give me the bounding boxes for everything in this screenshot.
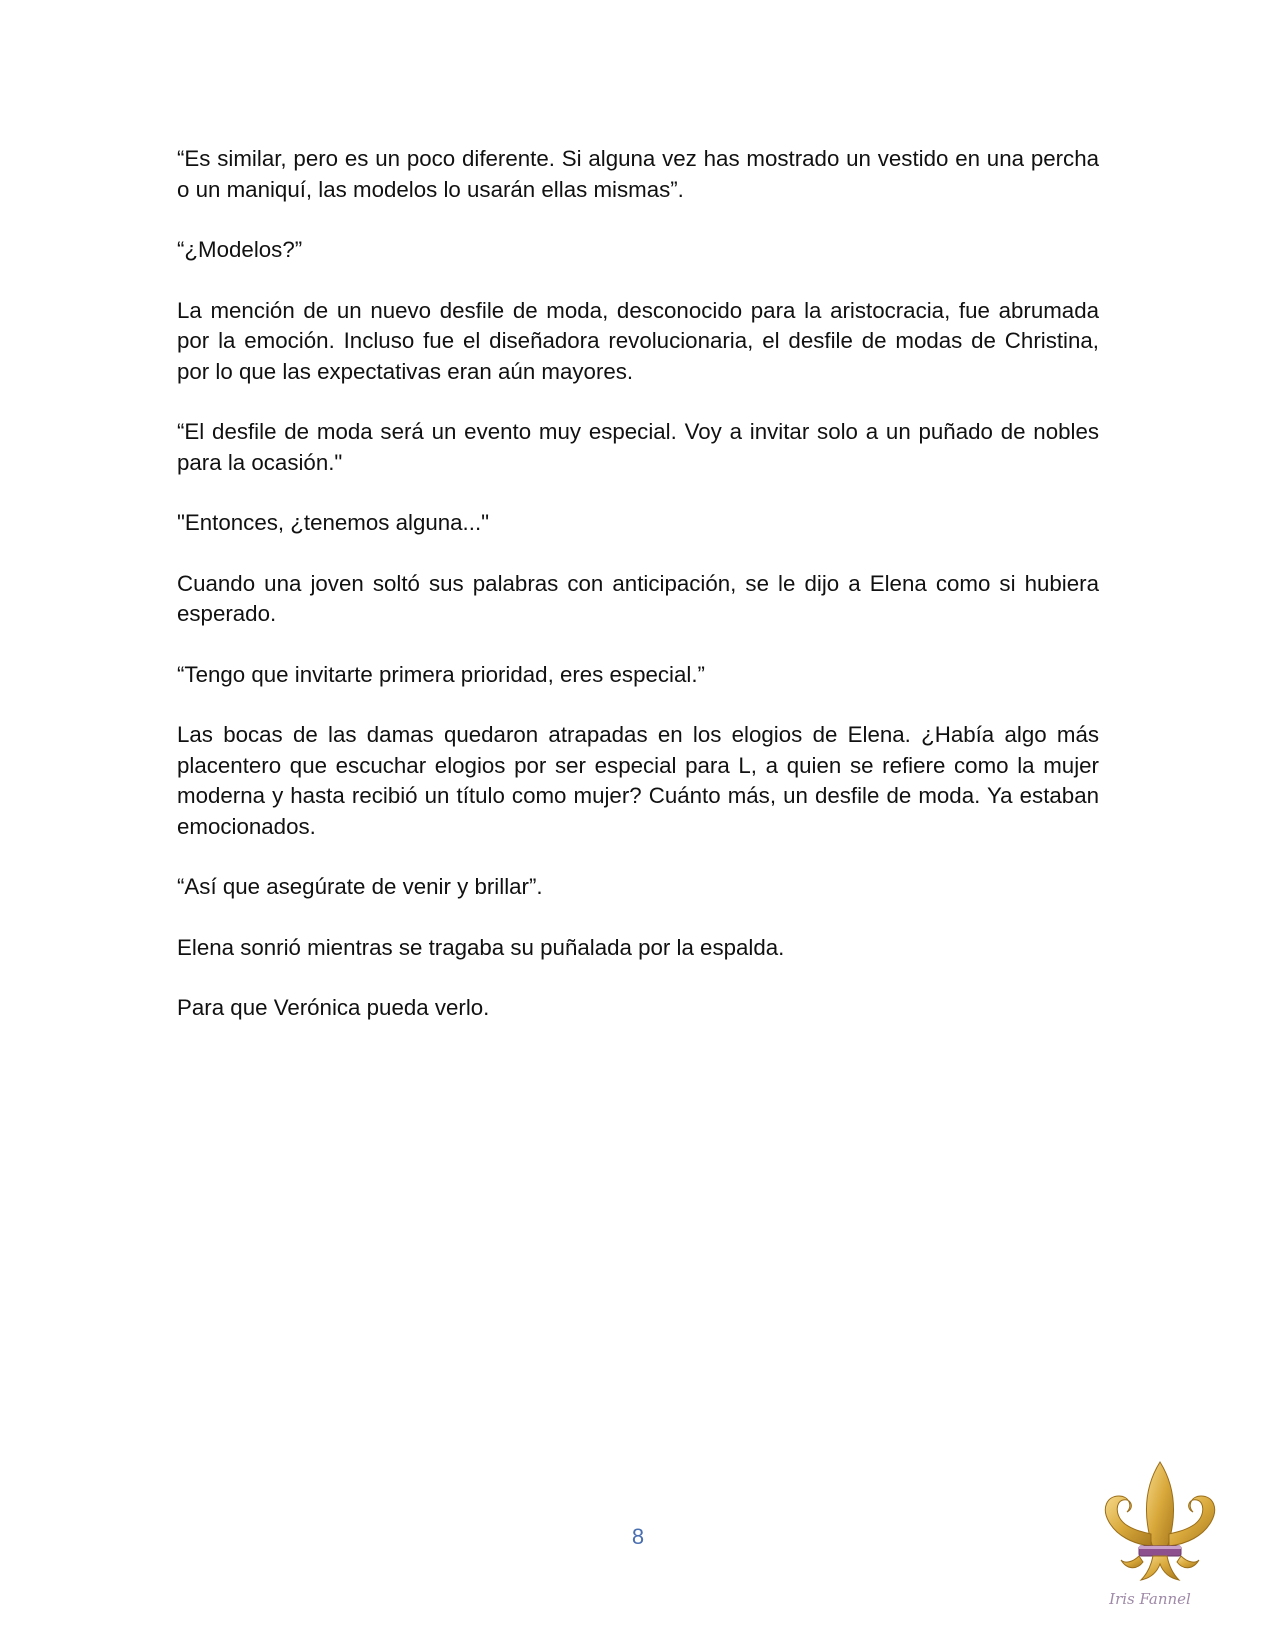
paragraph: Las bocas de las damas quedaron atrapadas en los elogios de Elena. ¿Había algo más placentero que escuchar elogios por ser especial para L, a quien se refiere como la mujer moderna y hasta recibió un título como mujer? Cuánto más, un desfile de moda. Ya estaban emocionados. [177,722,1099,839]
paragraph: “Tengo que invitarte primera prioridad, eres especial.” [177,661,705,687]
page-number: 8 [631,1524,645,1549]
paragraph: “Así que asegúrate de venir y brillar”. [177,874,543,899]
signature: Iris Fannel [1109,1590,1191,1608]
page-body [177,144,1099,1054]
paragraph: Para que Verónica pueda verlo. [177,995,490,1020]
fleur-de-lis-icon [1095,1458,1225,1638]
paragraph: Cuando una joven soltó sus palabras con anticipación, se le dijo a Elena como si hubiera esperado. [177,570,1099,626]
paragraph: Elena sonrió mientras se tragaba su puñalada por la espalda. [177,934,785,960]
paragraph: La mención de un nuevo desfile de moda, desconocido para la aristocracia, fue abrumada por la emoción. Incluso fue el diseñadora revolucionaria, el desfile de modas de Christina, por lo que las expectativas eran aún mayores. [177,297,1099,384]
paragraph: “El desfile de moda será un evento muy especial. Voy a invitar solo a un puñado de nobles para la ocasión." [177,419,1099,475]
paragraph: "Entonces, ¿tenemos alguna..." [177,510,490,535]
paragraph: “Es similar, pero es un poco diferente. Si alguna vez has mostrado un vestido en una percha o un maniquí, las modelos lo usarán ellas mismas”. [177,146,1099,202]
paragraph: “¿Modelos?” [177,237,303,262]
